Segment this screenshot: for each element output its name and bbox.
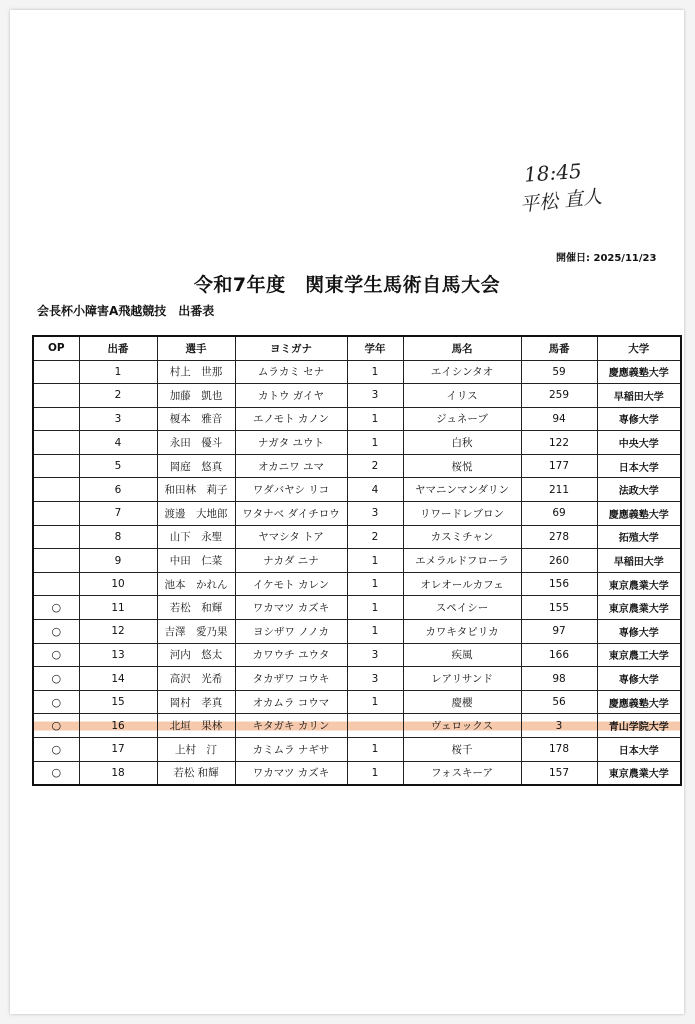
table-cell-reading: キタガキ カリン xyxy=(235,714,347,738)
table-cell-horse: エメラルドフローラ xyxy=(403,549,521,573)
header-rider: 選手 xyxy=(157,336,235,360)
table-cell-horse: オレオールカフェ xyxy=(403,572,521,596)
table-cell-reading: カミムラ ナギサ xyxy=(235,738,347,762)
table-row xyxy=(33,620,681,644)
table-cell-grade: 1 xyxy=(347,738,403,762)
page-title: 令和7年度 関東学生馬術自馬大会 xyxy=(193,274,501,296)
table-cell-horse: 桜悦 xyxy=(403,454,521,478)
table-cell-reading: ヨシザワ ノノカ xyxy=(235,620,347,644)
table-row xyxy=(33,667,681,691)
table-cell-reading: ヤマシタ トア xyxy=(235,525,347,549)
table-cell-grade: 1 xyxy=(347,407,403,431)
table-cell-grade: 2 xyxy=(347,525,403,549)
table-cell-horse: ヴェロックス xyxy=(403,714,521,738)
table-cell-horse: 慶櫻 xyxy=(403,690,521,714)
table-cell-order: 12 xyxy=(79,620,157,644)
table-cell-horse: スペイシー xyxy=(403,596,521,620)
table-row xyxy=(33,407,681,431)
table-row xyxy=(33,502,681,526)
table-row xyxy=(33,525,681,549)
page-subtitle: 会長杯小障害A飛越競技 出番表 xyxy=(37,304,215,318)
table-cell-order: 3 xyxy=(79,407,157,431)
table-cell-reading: イケモト カレン xyxy=(235,572,347,596)
table-cell-order: 17 xyxy=(79,738,157,762)
table-cell-op xyxy=(33,360,79,384)
table-cell-university: 専修大学 xyxy=(597,620,681,644)
table-cell-horse-no: 122 xyxy=(521,431,597,455)
table-cell-horse: フォスキーア xyxy=(403,761,521,785)
table-cell-order: 4 xyxy=(79,431,157,455)
table-cell-reading: タカザワ コウキ xyxy=(235,667,347,691)
event-date: 開催日: 2025/11/23 xyxy=(556,253,657,264)
table-cell-reading: カワウチ ユウタ xyxy=(235,643,347,667)
table-cell-horse-no: 97 xyxy=(521,620,597,644)
table-row xyxy=(33,549,681,573)
table-cell-order: 13 xyxy=(79,643,157,667)
table-cell-horse-no: 69 xyxy=(521,502,597,526)
table-cell-grade xyxy=(347,714,403,738)
table-cell-rider: 山下 永聖 xyxy=(157,525,235,549)
table-cell-university: 慶應義塾大学 xyxy=(597,502,681,526)
table-cell-horse: カワキタピリカ xyxy=(403,620,521,644)
table-cell-horse: イリス xyxy=(403,384,521,408)
table-cell-university: 慶應義塾大学 xyxy=(597,690,681,714)
table-cell-reading: ムラカミ セナ xyxy=(235,360,347,384)
table-cell-horse-no: 155 xyxy=(521,596,597,620)
table-cell-op xyxy=(33,454,79,478)
table-cell-university: 東京農業大学 xyxy=(597,761,681,785)
table-header-row xyxy=(33,336,681,360)
table-cell-university: 早稲田大学 xyxy=(597,549,681,573)
table-cell-horse-no: 278 xyxy=(521,525,597,549)
table-row xyxy=(33,572,681,596)
table-cell-grade: 1 xyxy=(347,761,403,785)
table-row xyxy=(33,714,681,738)
table-cell-op xyxy=(33,572,79,596)
table-cell-order: 5 xyxy=(79,454,157,478)
table-cell-reading: ワダバヤシ リコ xyxy=(235,478,347,502)
table-cell-grade: 1 xyxy=(347,360,403,384)
table-cell-rider: 村上 世那 xyxy=(157,360,235,384)
table-row xyxy=(33,643,681,667)
table-cell-order: 7 xyxy=(79,502,157,526)
table-cell-horse: 桜千 xyxy=(403,738,521,762)
handwritten-time: 18:45 xyxy=(523,158,583,187)
table-cell-university: 専修大学 xyxy=(597,407,681,431)
table-cell-grade: 3 xyxy=(347,643,403,667)
table-cell-horse-no: 211 xyxy=(521,478,597,502)
table-cell-university: 東京農業大学 xyxy=(597,572,681,596)
table-cell-op xyxy=(33,502,79,526)
table-cell-grade: 1 xyxy=(347,549,403,573)
table-cell-op xyxy=(33,431,79,455)
table-cell-university: 青山学院大学 xyxy=(597,714,681,738)
table-cell-reading: ワカマツ カズキ xyxy=(235,596,347,620)
table-cell-op: ○ xyxy=(33,620,79,644)
table-cell-horse-no: 166 xyxy=(521,643,597,667)
table-cell-university: 専修大学 xyxy=(597,667,681,691)
table-cell-order: 18 xyxy=(79,761,157,785)
table-cell-horse: ヤマニンマンダリン xyxy=(403,478,521,502)
table-cell-horse: エイシンタオ xyxy=(403,360,521,384)
table-cell-rider: 池本 かれん xyxy=(157,572,235,596)
table-cell-horse-no: 59 xyxy=(521,360,597,384)
table-cell-op: ○ xyxy=(33,690,79,714)
table-cell-op: ○ xyxy=(33,596,79,620)
table-cell-grade: 4 xyxy=(347,478,403,502)
table-cell-reading: オカニワ ユマ xyxy=(235,454,347,478)
table-cell-grade: 1 xyxy=(347,572,403,596)
table-cell-op xyxy=(33,549,79,573)
table-cell-rider: 若松 和輝 xyxy=(157,596,235,620)
table-cell-horse: 疾風 xyxy=(403,643,521,667)
table-cell-rider: 岡村 孝真 xyxy=(157,690,235,714)
table-cell-horse-no: 98 xyxy=(521,667,597,691)
table-cell-rider: 河内 悠太 xyxy=(157,643,235,667)
table-cell-grade: 3 xyxy=(347,384,403,408)
table-cell-grade: 1 xyxy=(347,690,403,714)
table-cell-horse-no: 56 xyxy=(521,690,597,714)
handwritten-signature: 平松 直人 xyxy=(519,185,603,217)
table-row xyxy=(33,360,681,384)
table-cell-reading: ナガタ ユウト xyxy=(235,431,347,455)
table-cell-horse-no: 157 xyxy=(521,761,597,785)
table-row xyxy=(33,478,681,502)
table-cell-rider: 永田 優斗 xyxy=(157,431,235,455)
table-cell-university: 東京農工大学 xyxy=(597,643,681,667)
table-cell-university: 東京農業大学 xyxy=(597,596,681,620)
table-cell-rider: 中田 仁菜 xyxy=(157,549,235,573)
table-cell-grade: 2 xyxy=(347,454,403,478)
table-cell-horse-no: 260 xyxy=(521,549,597,573)
header-horse: 馬名 xyxy=(403,336,521,360)
table-cell-university: 中央大学 xyxy=(597,431,681,455)
table-cell-horse-no: 259 xyxy=(521,384,597,408)
table-cell-order: 10 xyxy=(79,572,157,596)
table-row xyxy=(33,384,681,408)
table-cell-op xyxy=(33,525,79,549)
table-cell-horse-no: 177 xyxy=(521,454,597,478)
table-cell-op: ○ xyxy=(33,738,79,762)
table-cell-reading: エノモト カノン xyxy=(235,407,347,431)
start-order-table xyxy=(32,335,682,786)
table-cell-order: 15 xyxy=(79,690,157,714)
table-cell-horse: カスミチャン xyxy=(403,525,521,549)
table-cell-university: 慶應義塾大学 xyxy=(597,360,681,384)
table-cell-rider: 加藤 凱也 xyxy=(157,384,235,408)
table-cell-grade: 3 xyxy=(347,667,403,691)
table-cell-op: ○ xyxy=(33,667,79,691)
table-cell-reading: カトウ ガイヤ xyxy=(235,384,347,408)
table-cell-order: 8 xyxy=(79,525,157,549)
table-cell-op: ○ xyxy=(33,714,79,738)
table-cell-order: 2 xyxy=(79,384,157,408)
table-cell-rider: 北垣 果林 xyxy=(157,714,235,738)
table-cell-grade: 1 xyxy=(347,431,403,455)
table-cell-reading: ワカマツ カズキ xyxy=(235,761,347,785)
table-cell-rider: 吉澤 愛乃果 xyxy=(157,620,235,644)
table-row xyxy=(33,431,681,455)
header-grade: 学年 xyxy=(347,336,403,360)
table-cell-university: 早稲田大学 xyxy=(597,384,681,408)
table-cell-rider: 和田林 莉子 xyxy=(157,478,235,502)
table-row xyxy=(33,761,681,785)
table-cell-rider: 渡邊 大地郎 xyxy=(157,502,235,526)
handwritten-note xyxy=(519,158,603,217)
header-horse-no: 馬番 xyxy=(521,336,597,360)
table-cell-reading: ワタナベ ダイチロウ xyxy=(235,502,347,526)
table-cell-university: 拓殖大学 xyxy=(597,525,681,549)
table-cell-reading: オカムラ コウマ xyxy=(235,690,347,714)
table-cell-order: 1 xyxy=(79,360,157,384)
table-cell-op xyxy=(33,478,79,502)
table-cell-order: 14 xyxy=(79,667,157,691)
table-cell-op xyxy=(33,384,79,408)
table-cell-reading: ナカダ ニナ xyxy=(235,549,347,573)
table-cell-grade: 1 xyxy=(347,620,403,644)
table-cell-op xyxy=(33,407,79,431)
table-row xyxy=(33,596,681,620)
header-reading: ヨミガナ xyxy=(235,336,347,360)
table-cell-university: 日本大学 xyxy=(597,454,681,478)
table-cell-horse: レアリサンド xyxy=(403,667,521,691)
table-cell-horse-no: 3 xyxy=(521,714,597,738)
table-row xyxy=(33,690,681,714)
table-cell-university: 日本大学 xyxy=(597,738,681,762)
table-cell-rider: 高沢 光希 xyxy=(157,667,235,691)
table-cell-horse-no: 156 xyxy=(521,572,597,596)
table-cell-university: 法政大学 xyxy=(597,478,681,502)
table-cell-rider: 岡庭 悠真 xyxy=(157,454,235,478)
table-cell-grade: 3 xyxy=(347,502,403,526)
table-cell-rider: 若松 和輝 xyxy=(157,761,235,785)
document-page xyxy=(10,10,684,1014)
header-order: 出番 xyxy=(79,336,157,360)
table-cell-order: 9 xyxy=(79,549,157,573)
table-cell-horse: 白秋 xyxy=(403,431,521,455)
table-body xyxy=(33,360,681,785)
header-university: 大学 xyxy=(597,336,681,360)
table-cell-order: 11 xyxy=(79,596,157,620)
table-cell-rider: 上村 汀 xyxy=(157,738,235,762)
table-row xyxy=(33,454,681,478)
table-cell-order: 16 xyxy=(79,714,157,738)
table-cell-op: ○ xyxy=(33,761,79,785)
table-cell-order: 6 xyxy=(79,478,157,502)
table-cell-horse-no: 178 xyxy=(521,738,597,762)
table-cell-rider: 榎本 雅音 xyxy=(157,407,235,431)
table-cell-horse: リワードレブロン xyxy=(403,502,521,526)
table-cell-horse-no: 94 xyxy=(521,407,597,431)
table-cell-grade: 1 xyxy=(347,596,403,620)
table-row xyxy=(33,738,681,762)
table-cell-horse: ジュネーブ xyxy=(403,407,521,431)
table-cell-op: ○ xyxy=(33,643,79,667)
header-op: OP xyxy=(33,336,79,360)
